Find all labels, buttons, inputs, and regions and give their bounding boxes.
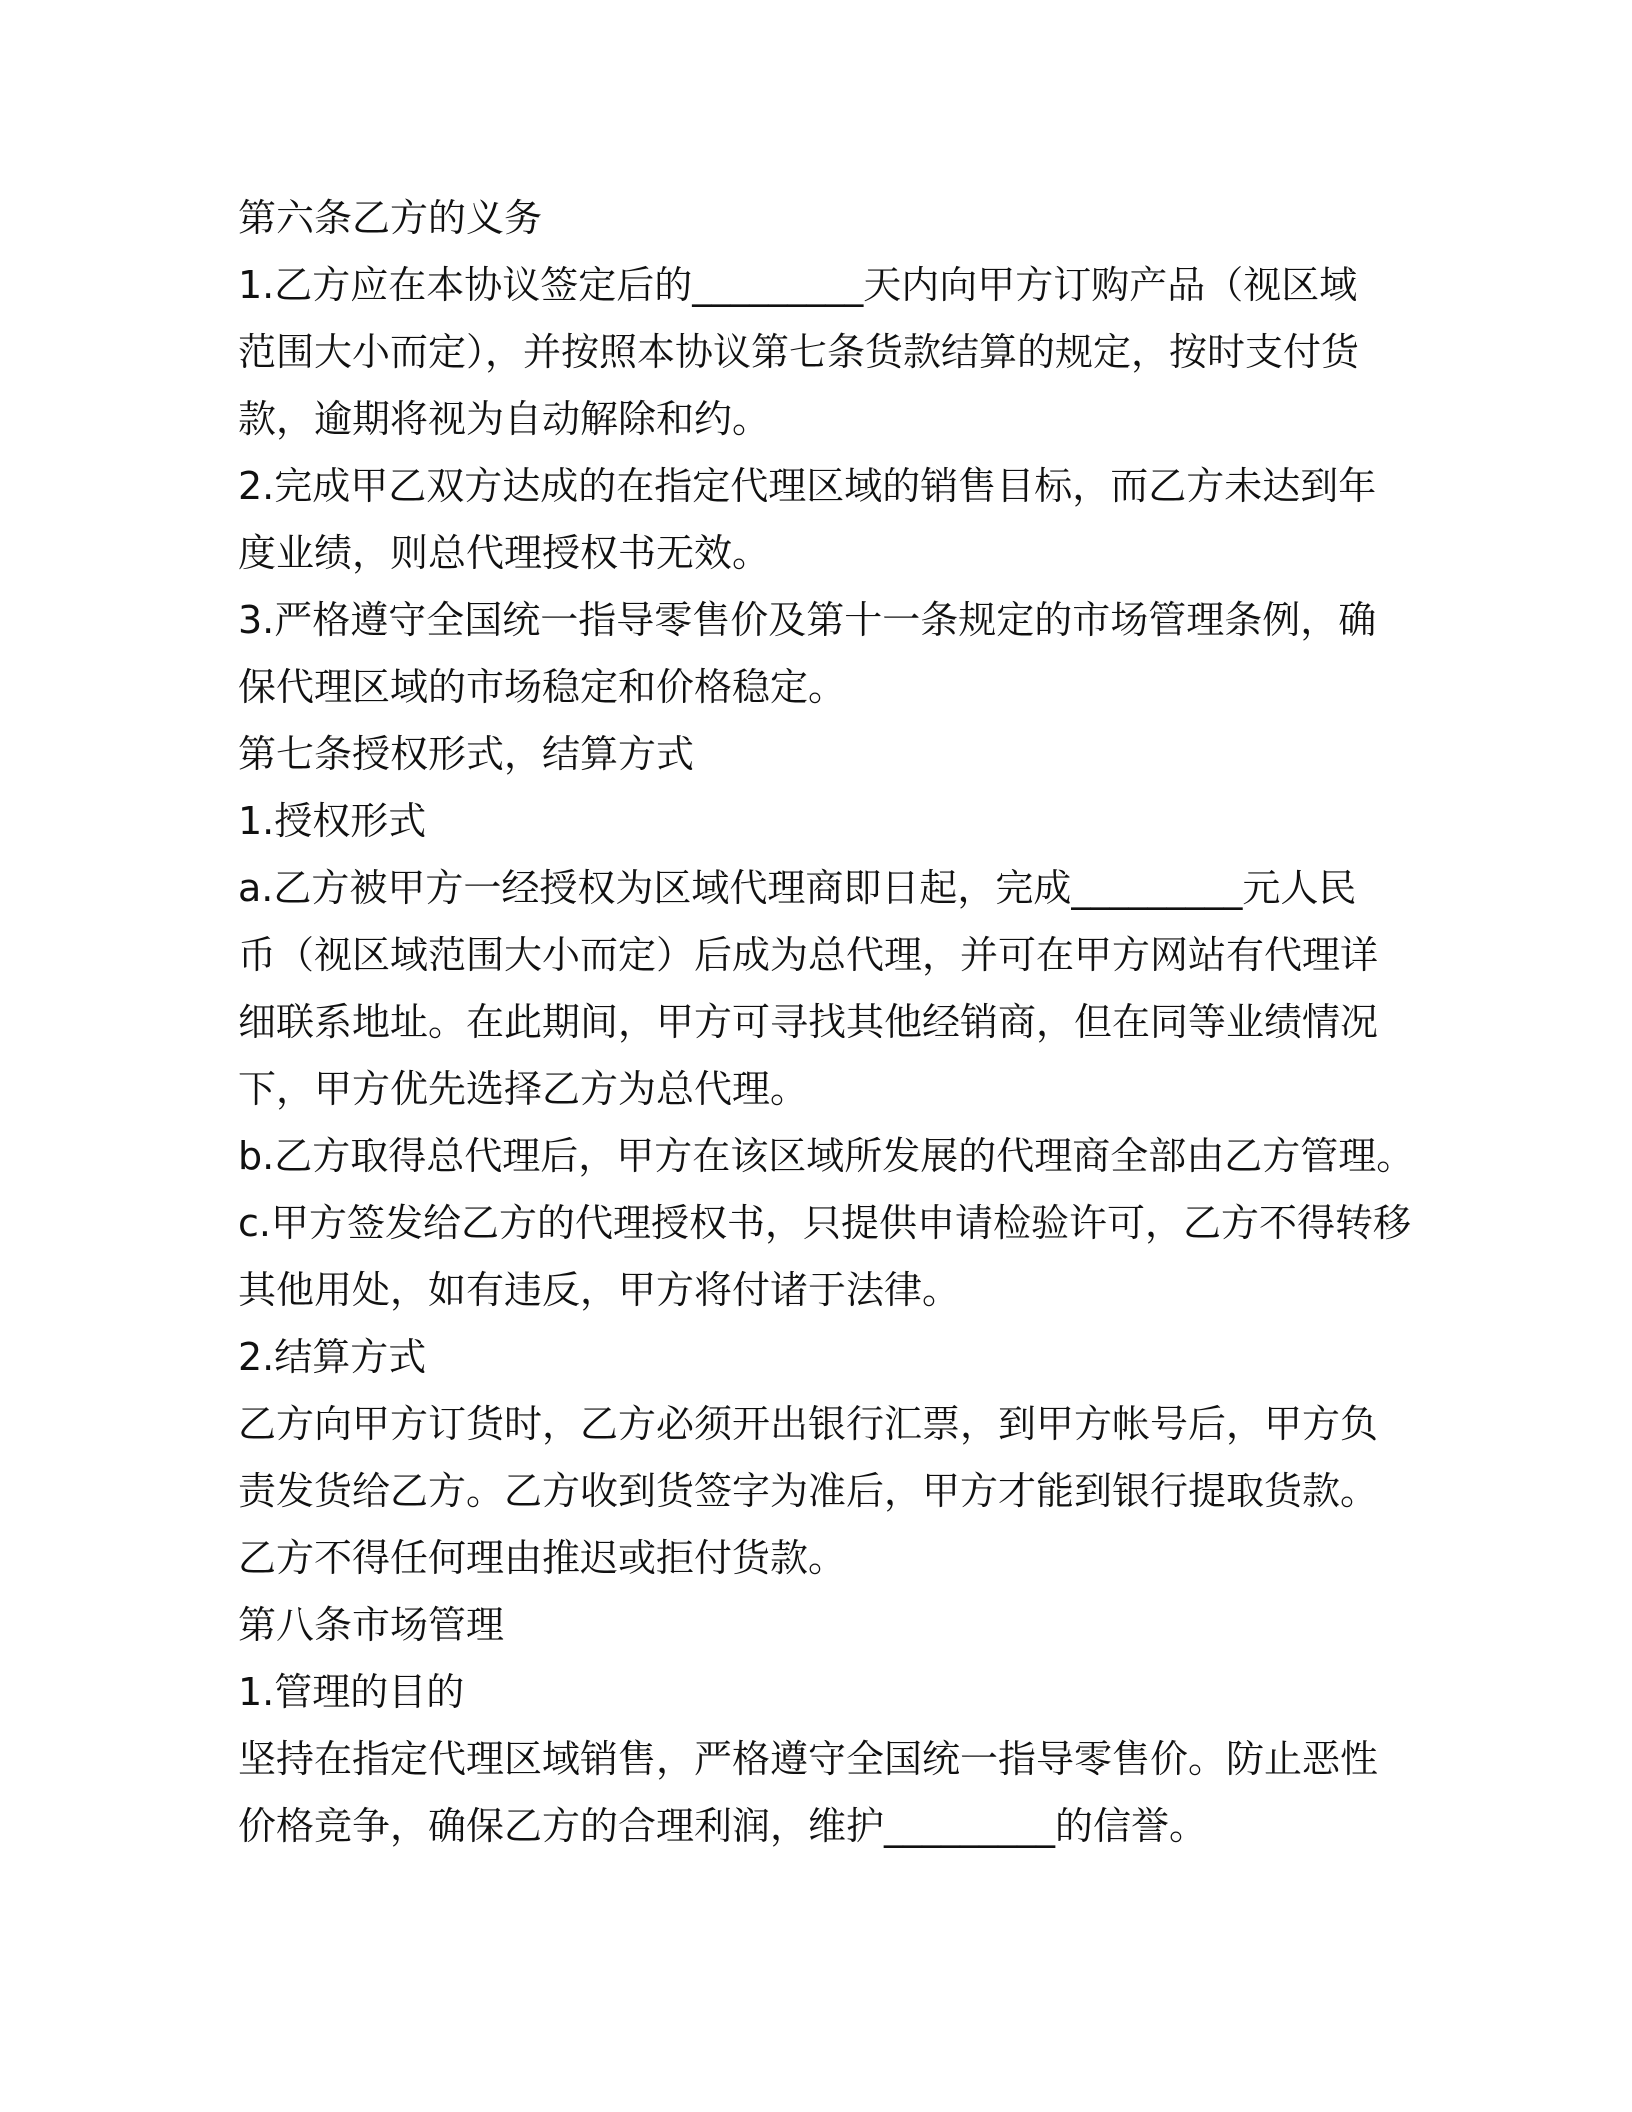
text-line: 下，甲方优先选择乙方为总代理。 xyxy=(238,1067,809,1111)
text-line: c.甲方签发给乙方的代理授权书，只提供申请检验许可，乙方不得转移 xyxy=(238,1201,1411,1245)
text-line: 度业绩，则总代理授权书无效。 xyxy=(238,531,771,575)
text-line: 乙方向甲方订货时，乙方必须开出银行汇票，到甲方帐号后，甲方负 xyxy=(238,1402,1379,1446)
text-line: 1.乙方应在本协议签定后的_________天内向甲方订购产品（视区域 xyxy=(238,263,1358,307)
subsection-heading: 2.结算方式 xyxy=(238,1335,427,1379)
text-line: 乙方不得任何理由推迟或拒付货款。 xyxy=(238,1536,847,1580)
text-line: 保代理区域的市场稳定和价格稳定。 xyxy=(238,665,847,709)
text-line: 细联系地址。在此期间，甲方可寻找其他经销商，但在同等业绩情况 xyxy=(238,1000,1379,1044)
text-line: 责发货给乙方。乙方收到货签字为准后，甲方才能到银行提取货款。 xyxy=(238,1469,1379,1513)
article-8-heading: 第八条市场管理 xyxy=(238,1603,505,1647)
text-line: 款，逾期将视为自动解除和约。 xyxy=(238,397,771,441)
text-line: 其他用处，如有违反，甲方将付诸于法律。 xyxy=(238,1268,961,1312)
text-line: b.乙方取得总代理后，甲方在该区域所发展的代理商全部由乙方管理。 xyxy=(238,1134,1415,1178)
article-6-heading: 第六条乙方的义务 xyxy=(238,196,543,240)
text-line: 2.完成甲乙双方达成的在指定代理区域的销售目标，而乙方未达到年 xyxy=(238,464,1377,508)
text-line: 币（视区域范围大小而定）后成为总代理，并可在甲方网站有代理详 xyxy=(238,933,1379,977)
article-7-heading: 第七条授权形式，结算方式 xyxy=(238,732,695,776)
document-page xyxy=(238,185,1415,1860)
text-line: 3.严格遵守全国统一指导零售价及第十一条规定的市场管理条例，确 xyxy=(238,598,1377,642)
text-line: 价格竞争，确保乙方的合理利润，维护_________的信誉。 xyxy=(238,1804,1208,1848)
text-line: 范围大小而定），并按照本协议第七条货款结算的规定，按时支付货 xyxy=(238,330,1360,374)
text-line: a.乙方被甲方一经授权为区域代理商即日起，完成_________元人民 xyxy=(238,866,1357,910)
subsection-heading: 1.管理的目的 xyxy=(238,1670,465,1714)
text-line: 坚持在指定代理区域销售，严格遵守全国统一指导零售价。防止恶性 xyxy=(238,1737,1379,1781)
subsection-heading: 1.授权形式 xyxy=(238,799,427,843)
